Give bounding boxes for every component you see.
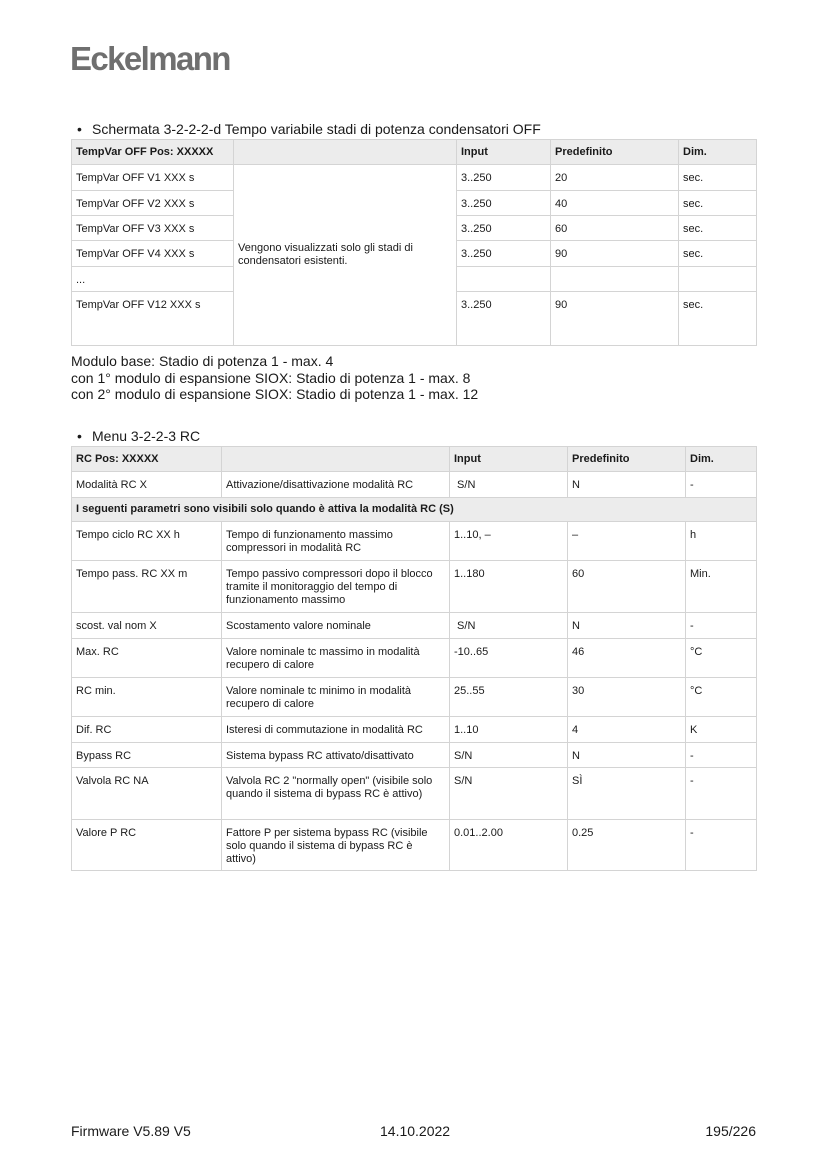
param-input: 1..180 <box>450 561 568 613</box>
param-dim: sec. <box>679 292 757 346</box>
param-dim: - <box>686 743 757 768</box>
param-name: Modalità RC X <box>72 472 222 498</box>
param-default: 46 <box>568 639 686 678</box>
param-default: 40 <box>551 191 679 216</box>
param-name: TempVar OFF V3 XXX s <box>72 216 234 241</box>
bullet-icon: • <box>77 121 82 137</box>
column-header: Input <box>457 140 551 165</box>
param-default: N <box>568 472 686 498</box>
param-default <box>551 267 679 292</box>
table-row <box>72 522 757 561</box>
param-name: Tempo ciclo RC XX h <box>72 522 222 561</box>
param-description: Valore nominale tc massimo in modalità recupero di calore <box>222 639 450 678</box>
param-dim: - <box>686 472 757 498</box>
param-dim: - <box>686 820 757 871</box>
column-header <box>234 140 457 165</box>
param-dim: °C <box>686 639 757 678</box>
table-row <box>72 743 757 768</box>
column-header: TempVar OFF Pos: XXXXX <box>72 140 234 165</box>
footer-page-number: 195/226 <box>705 1123 756 1139</box>
table-row <box>72 820 757 871</box>
separator-row <box>72 498 757 522</box>
section-title-rc <box>77 428 200 444</box>
param-dim: sec. <box>679 216 757 241</box>
rc-table <box>71 446 757 871</box>
footer-version: Firmware V5.89 V5 <box>71 1123 191 1139</box>
param-input <box>457 267 551 292</box>
param-input: 3..250 <box>457 191 551 216</box>
separator-text: I seguenti parametri sono visibili solo quando è attiva la modalità RC (S) <box>72 498 757 522</box>
param-name: TempVar OFF V12 XXX s <box>72 292 234 346</box>
param-dim: Min. <box>686 561 757 613</box>
column-header <box>222 447 450 472</box>
bullet-icon: • <box>77 428 82 444</box>
param-input: 3..250 <box>457 165 551 191</box>
tempvar-table <box>71 139 757 346</box>
param-name: RC min. <box>72 678 222 717</box>
param-description: Valore nominale tc minimo in modalità recupero di calore <box>222 678 450 717</box>
param-input: -10..65 <box>450 639 568 678</box>
param-name: TempVar OFF V2 XXX s <box>72 191 234 216</box>
param-dim: sec. <box>679 165 757 191</box>
param-dim: °C <box>686 678 757 717</box>
param-name: Dif. RC <box>72 717 222 743</box>
param-name: Valore P RC <box>72 820 222 871</box>
param-default: 90 <box>551 241 679 267</box>
param-description: Fattore P per sistema bypass RC (visibile solo quando il sistema di bypass RC è attivo) <box>222 820 450 871</box>
note-line: Modulo base: Stadio di potenza 1 - max. 4 <box>71 353 334 369</box>
column-header: Dim. <box>686 447 757 472</box>
param-input: 25..55 <box>450 678 568 717</box>
param-input: 3..250 <box>457 216 551 241</box>
param-default: – <box>568 522 686 561</box>
param-default: 30 <box>568 678 686 717</box>
param-input: S/N <box>450 613 568 639</box>
param-name: TempVar OFF V4 XXX s <box>72 241 234 267</box>
company-logo: Eckelmann <box>70 40 230 77</box>
notes-block <box>71 353 478 403</box>
param-description: Sistema bypass RC attivato/disattivato <box>222 743 450 768</box>
table-row <box>72 768 757 820</box>
param-default: 4 <box>568 717 686 743</box>
param-dim: - <box>686 613 757 639</box>
column-header: Input <box>450 447 568 472</box>
param-default: 60 <box>568 561 686 613</box>
param-dim: - <box>686 768 757 820</box>
param-dim: h <box>686 522 757 561</box>
param-input: 0.01..2.00 <box>450 820 568 871</box>
section-title-text: Menu 3-2-2-3 RC <box>92 428 201 444</box>
footer-date: 14.10.2022 <box>380 1123 451 1139</box>
table-row <box>72 639 757 678</box>
param-default: N <box>568 613 686 639</box>
param-description: Vengono visualizzati solo gli stadi di condensatori esistenti. <box>234 165 457 346</box>
param-input: 3..250 <box>457 241 551 267</box>
column-header: Predefinito <box>568 447 686 472</box>
note-line: con 1° modulo di espansione SIOX: Stadio di potenza 1 - max. 8 <box>71 369 471 386</box>
param-description: Scostamento valore nominale <box>222 613 450 639</box>
param-name: ... <box>72 267 234 292</box>
param-input: 3..250 <box>457 292 551 346</box>
param-dim <box>679 267 757 292</box>
param-name: Bypass RC <box>72 743 222 768</box>
table-row <box>72 717 757 743</box>
param-input: 1..10 <box>450 717 568 743</box>
table-row <box>72 678 757 717</box>
param-default: N <box>568 743 686 768</box>
param-name: Valvola RC NA <box>72 768 222 820</box>
column-header: Predefinito <box>551 140 679 165</box>
param-description: Isteresi di commutazione in modalità RC <box>222 717 450 743</box>
param-description: Attivazione/disattivazione modalità RC <box>222 472 450 498</box>
param-default: SÌ <box>568 768 686 820</box>
param-name: TempVar OFF V1 XXX s <box>72 165 234 191</box>
section-title-tempvar <box>77 121 541 137</box>
param-name: scost. val nom X <box>72 613 222 639</box>
param-default: 60 <box>551 216 679 241</box>
param-description: Valvola RC 2 "normally open" (visibile solo quando il sistema di bypass RC è attivo) <box>222 768 450 820</box>
table-row <box>72 472 757 498</box>
section-title-text: Schermata 3-2-2-2-d Tempo variabile stadi di potenza condensatori OFF <box>92 121 541 137</box>
table-row <box>72 613 757 639</box>
param-name: Max. RC <box>72 639 222 678</box>
param-description: Tempo passivo compressori dopo il blocco tramite il monitoraggio del tempo di funzionamento massimo <box>222 561 450 613</box>
param-dim: sec. <box>679 191 757 216</box>
param-dim: K <box>686 717 757 743</box>
column-header: Dim. <box>679 140 757 165</box>
param-name: Tempo pass. RC XX m <box>72 561 222 613</box>
param-dim: sec. <box>679 241 757 267</box>
param-input: S/N <box>450 472 568 498</box>
param-default: 90 <box>551 292 679 346</box>
param-input: 1..10, – <box>450 522 568 561</box>
param-default: 0.25 <box>568 820 686 871</box>
table-row <box>72 561 757 613</box>
table-header-row <box>72 447 757 472</box>
param-input: S/N <box>450 768 568 820</box>
table-header-row <box>72 140 757 165</box>
table-row <box>72 165 757 191</box>
param-default: 20 <box>551 165 679 191</box>
column-header: RC Pos: XXXXX <box>72 447 222 472</box>
note-line: con 2° modulo di espansione SIOX: Stadio di potenza 1 - max. 12 <box>71 386 479 402</box>
param-input: S/N <box>450 743 568 768</box>
param-description: Tempo di funzionamento massimo compressori in modalità RC <box>222 522 450 561</box>
